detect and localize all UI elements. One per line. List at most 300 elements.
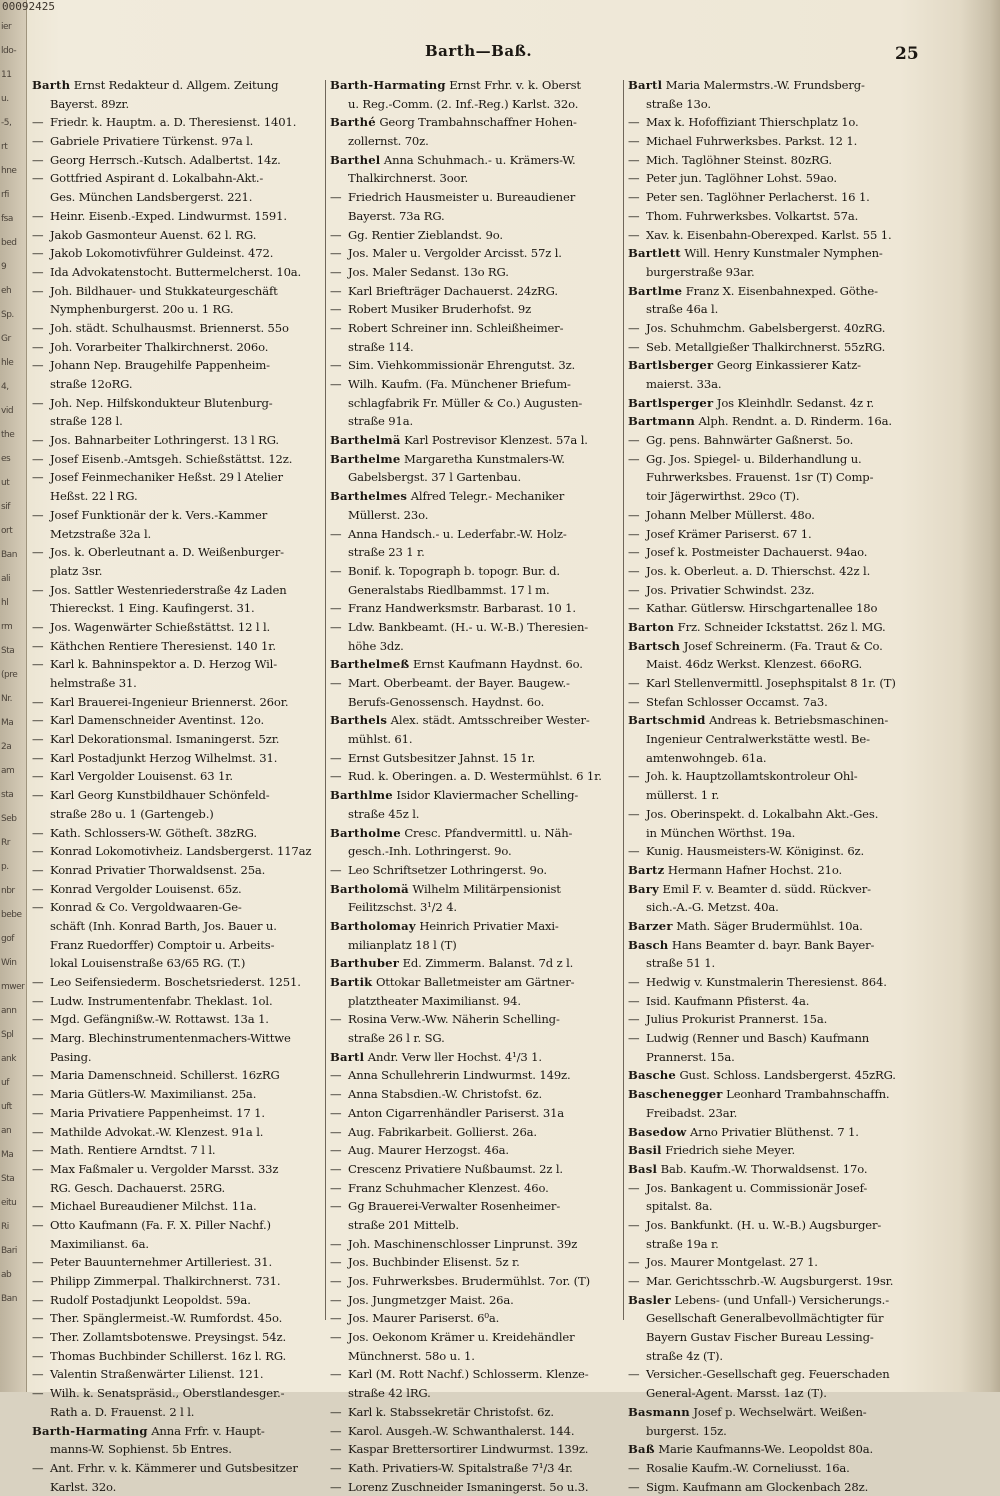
ditto-dash: — (32, 451, 44, 466)
entry-line (32, 282, 322, 301)
entry-heading (330, 113, 620, 132)
entry-line (330, 1309, 620, 1328)
entry-line (628, 207, 930, 226)
edge-fragment: sta (1, 790, 14, 800)
entry-line (330, 1010, 620, 1029)
entry-text: Gg Brauerei-Verwalter Rosenheimer- (348, 1199, 561, 1214)
entry-continuation (330, 506, 620, 525)
entry-line (628, 1365, 930, 1384)
entry-continuation (32, 1403, 322, 1422)
ditto-dash: — (628, 769, 640, 784)
entry-line (32, 394, 322, 413)
entry-line (32, 1459, 322, 1478)
entry-continuation (628, 749, 930, 768)
ditto-dash: — (32, 862, 44, 877)
entry-text: Karl Briefträger Dachauerst. 24zRG. (348, 283, 558, 298)
entry-text: Joh. Bildhauer- und Stukkateurgeschäft (50, 283, 278, 298)
ditto-dash: — (628, 1274, 640, 1288)
entry-continuation (32, 917, 322, 936)
entry-line (330, 1291, 620, 1310)
ditto-dash: — (330, 619, 342, 634)
surname: Bary (628, 881, 659, 896)
entry-text: Bonif. k. Topograph b. topogr. Bur. d. (348, 563, 560, 578)
entry-text: Josef Schreinerm. (Fa. Traut & Co. (680, 638, 883, 653)
surname: Bartlett (628, 246, 681, 261)
entry-text: Julius Prokurist Prannerst. 15a. (646, 1012, 828, 1027)
edge-fragment: ldo- (1, 46, 17, 56)
surname: Bartmann (628, 414, 696, 429)
ditto-dash: — (628, 1255, 640, 1270)
entry-text: Wilh. k. Senatspräsid., Oberstlandesger.- (50, 1386, 285, 1401)
ditto-dash: — (32, 825, 44, 840)
entry-text: Gesellschaft Generalbevollmächtigter für (646, 1311, 884, 1326)
entry-line (628, 973, 930, 992)
entry-continuation (330, 581, 620, 600)
entry-line (32, 450, 322, 469)
ditto-dash: — (330, 563, 342, 578)
ditto-dash: — (32, 1348, 44, 1363)
entry-line (330, 375, 620, 394)
ditto-dash: — (628, 1180, 640, 1195)
entry-heading (628, 917, 930, 936)
entry-text: Karl Dekorationsmal. Ismaningerst. 5zr. (50, 732, 280, 747)
edge-fragment: sif (1, 502, 10, 512)
entry-text: Ther. Zollamtsbotenswe. Preysingst. 54z. (50, 1330, 286, 1345)
entry-line (628, 132, 930, 151)
entry-heading (32, 1422, 322, 1441)
entry-text: Rosina Verw.-Ww. Näherin Schelling- (348, 1012, 560, 1027)
entry-line (32, 431, 322, 450)
ditto-dash: — (32, 320, 44, 335)
ditto-dash: — (32, 1386, 44, 1401)
entry-text: Ges. München Landsbergerst. 221. (50, 190, 253, 205)
entry-heading (628, 244, 930, 263)
entry-line (32, 244, 322, 263)
entry-text: Fuhrwerksbes. Frauenst. 1sr (T) Comp- (646, 470, 874, 485)
edge-fragment: Ri (1, 1222, 9, 1232)
entry-line (330, 1272, 620, 1291)
ditto-dash: — (628, 320, 640, 335)
entry-text: manns-W. Sophienst. 5b Entres. (50, 1442, 232, 1457)
ditto-dash: — (330, 769, 342, 784)
entry-continuation (628, 1197, 930, 1216)
edge-fragment: bebe (1, 910, 22, 920)
entry-line (32, 338, 322, 357)
entry-text: Bayerst. 73a RG. (348, 208, 445, 223)
entry-continuation (32, 1235, 322, 1254)
ditto-dash: — (330, 1143, 342, 1158)
entry-text: Müllerst. 23o. (348, 507, 429, 522)
edge-fragment: ut (1, 478, 10, 488)
entry-line (32, 730, 322, 749)
entry-line (32, 1160, 322, 1179)
entry-text: Ther. Spänglermeist.-W. Rumfordst. 45o. (50, 1311, 283, 1326)
entry-text: Friedrich siehe Meyer. (661, 1143, 795, 1158)
entry-continuation (330, 394, 620, 413)
entry-line (628, 1272, 930, 1291)
entry-text: Mgd. Gefängnißw.-W. Rottawst. 13a 1. (50, 1012, 269, 1027)
ditto-dash: — (628, 227, 640, 242)
ditto-dash: — (32, 283, 44, 298)
page-number: 25 (895, 44, 919, 64)
entry-continuation (330, 992, 620, 1011)
entry-line (628, 1253, 930, 1272)
entry-line (330, 618, 620, 637)
surname: Barthelmeß (330, 657, 410, 672)
ditto-dash: — (628, 844, 640, 859)
surname: Bartz (628, 862, 665, 877)
entry-line (32, 1347, 322, 1366)
edge-fragment: ali (1, 574, 11, 584)
edge-fragment: 11 (1, 70, 12, 80)
entry-text: Robert Musiker Bruderhofst. 9z (348, 302, 532, 317)
entry-text: straße 42 lRG. (348, 1386, 431, 1401)
entry-text: Franz X. Eisenbahnexped. Göthe- (682, 283, 878, 298)
entry-text: in München Wörthst. 19a. (646, 825, 796, 840)
entry-text: Thalkirchnerst. 3oor. (348, 171, 469, 186)
ditto-dash: — (628, 208, 640, 223)
entry-text: Bab. Kaufm.-W. Thorwaldsenst. 17o. (657, 1161, 868, 1176)
edge-fragment: ank (1, 1054, 16, 1064)
entry-text: Jos. Oberinspekt. d. Lokalbahn Akt.-Ges. (646, 806, 879, 821)
edge-fragment: ier (1, 22, 12, 32)
entry-heading (628, 1085, 930, 1104)
entry-text: straße 201 Mittelb. (348, 1217, 459, 1232)
entry-text: höhe 3dz. (348, 638, 404, 653)
ditto-dash: — (330, 1087, 342, 1102)
ditto-dash: — (628, 433, 640, 448)
entry-continuation (32, 95, 322, 114)
ditto-dash: — (32, 713, 44, 728)
entry-heading (628, 1440, 930, 1459)
entry-heading (628, 394, 930, 413)
entry-text: Ludwig (Renner und Basch) Kaufmann (646, 1031, 870, 1046)
surname: Bartschmid (628, 713, 706, 728)
ditto-dash: — (32, 732, 44, 747)
entry-continuation (628, 263, 930, 282)
edge-fragment: the (1, 430, 15, 440)
ditto-dash: — (32, 788, 44, 803)
entry-line (330, 1235, 620, 1254)
surname: Bartl (330, 1049, 365, 1064)
ditto-dash: — (32, 1031, 44, 1046)
entry-continuation (32, 599, 322, 618)
entry-line (32, 637, 322, 656)
entry-heading (330, 1048, 620, 1067)
ditto-dash: — (32, 1274, 44, 1288)
entry-text: Joh. Nep. Hilfskondukteur Blutenburg- (50, 395, 273, 410)
entry-text: Alfred Telegr.- Mechaniker (407, 489, 565, 504)
entry-text: Robert Schreiner inn. Schleißheimer- (348, 320, 564, 335)
ditto-dash: — (32, 1311, 44, 1326)
entry-text: Thiereckst. 1 Eing. Kaufingerst. 31. (50, 601, 255, 616)
ditto-dash: — (330, 1274, 342, 1288)
entry-text: Karl Vergolder Louisenst. 63 1r. (50, 769, 233, 784)
entry-text: burgerstraße 93ar. (646, 264, 755, 279)
ditto-dash: — (32, 1330, 44, 1345)
entry-continuation (330, 1347, 620, 1366)
entry-continuation (628, 954, 930, 973)
ditto-dash: — (32, 227, 44, 242)
entry-line (628, 1179, 930, 1198)
ditto-dash: — (32, 638, 44, 653)
entry-continuation (32, 1179, 322, 1198)
entry-line (32, 1272, 322, 1291)
entry-text: straße 4z (T). (646, 1348, 723, 1363)
entry-text: Isidor Klaviermacher Schelling- (392, 788, 579, 803)
entry-text: Ernst Kaufmann Haydnst. 6o. (409, 657, 583, 672)
entry-line (32, 898, 322, 917)
entry-line (32, 880, 322, 899)
entry-continuation (330, 637, 620, 656)
ditto-dash: — (628, 507, 640, 522)
entry-text: Ldw. Bankbeamt. (H.- u. W.-B.) Theresien- (348, 619, 589, 634)
entry-text: Anna Schuhmach.- u. Krämers-W. (380, 152, 576, 167)
entry-text: Jos. Bankfunkt. (H. u. W.-B.) Augsburger- (646, 1217, 882, 1232)
ditto-dash: — (32, 694, 44, 709)
ditto-dash: — (32, 152, 44, 167)
entry-text: Leo Schriftsetzer Lothringerst. 9o. (348, 862, 547, 877)
entry-line (32, 711, 322, 730)
entry-text: Marg. Blechinstrumentenmachers-Wittwe (50, 1031, 291, 1046)
entry-text: Konrad & Co. Vergoldwaaren-Ge- (50, 900, 242, 915)
entry-text: Johann Melber Müllerst. 48o. (646, 507, 815, 522)
ditto-dash: — (32, 171, 44, 186)
ditto-dash: — (628, 171, 640, 186)
entry-line (628, 319, 930, 338)
edge-fragment: hl (1, 598, 9, 608)
ditto-dash: — (32, 395, 44, 410)
entry-continuation (32, 936, 322, 955)
entry-heading (628, 711, 930, 730)
entry-text: Philipp Zimmerpal. Thalkirchnerst. 731. (50, 1274, 281, 1288)
entry-heading (330, 880, 620, 899)
entry-text: Ernst Frhr. v. k. Oberst (445, 78, 581, 92)
entry-continuation (32, 300, 322, 319)
entry-text: Maria Malermstrs.-W. Frundsberg- (662, 78, 865, 92)
entry-text: Jos. Maler u. Vergolder Arcisst. 57z l. (348, 246, 562, 261)
ditto-dash: — (32, 1068, 44, 1083)
surname: Barthelmes (330, 489, 408, 504)
ditto-dash: — (330, 1292, 342, 1307)
entry-line (32, 1291, 322, 1310)
ditto-dash: — (330, 1161, 342, 1176)
entry-text: Karl Georg Kunstbildhauer Schönfeld- (50, 788, 270, 803)
entry-text: Jos. Maurer Montgelast. 27 1. (646, 1255, 818, 1270)
entry-line (32, 973, 322, 992)
entry-line (628, 1459, 930, 1478)
entry-line (32, 1365, 322, 1384)
ditto-dash: — (32, 900, 44, 915)
entry-text: Marie Kaufmanns-We. Leopoldst 80a. (654, 1442, 874, 1457)
entry-continuation (628, 1104, 930, 1123)
ditto-dash: — (628, 339, 640, 354)
entry-line (330, 1141, 620, 1160)
ditto-dash: — (628, 1367, 640, 1382)
ditto-dash: — (628, 1460, 640, 1475)
ditto-dash: — (32, 246, 44, 261)
ditto-dash: — (330, 676, 342, 690)
entry-heading (330, 655, 620, 674)
edge-fragment: mwer (1, 982, 25, 992)
entry-text: Jos. Jungmetzger Maist. 26a. (348, 1292, 514, 1307)
entry-line (628, 581, 930, 600)
entry-text: Anton Cigarrenhändler Pariserst. 31a (348, 1105, 565, 1120)
entry-line (32, 655, 322, 674)
entry-text: Franz Handwerksmstr. Barbarast. 10 1. (348, 601, 576, 616)
entry-text: straße 23 1 r. (348, 545, 425, 560)
entry-text: Thomas Buchbinder Schillerst. 16z l. RG. (50, 1348, 287, 1363)
edge-fragment: Sta (1, 1174, 15, 1184)
entry-line (628, 1216, 930, 1235)
ditto-dash: — (628, 806, 640, 821)
entry-text: Michael Fuhrwerksbes. Parkst. 12 1. (646, 134, 858, 149)
ditto-dash: — (330, 302, 342, 317)
entry-text: amtenwohngeb. 61a. (646, 750, 767, 765)
entry-continuation (330, 898, 620, 917)
edge-fragment: Bari (1, 1246, 17, 1256)
entry-continuation (32, 674, 322, 693)
edge-fragment: Ma (1, 718, 14, 728)
entry-line (628, 169, 930, 188)
surname: Basch (628, 937, 669, 952)
ditto-dash: — (32, 115, 44, 130)
entry-line (628, 506, 930, 525)
ditto-dash: — (330, 1068, 342, 1083)
entry-text: Andreas k. Betriebsmaschinen- (705, 713, 889, 728)
edge-fragment: gof (1, 934, 14, 944)
entry-text: Gg. pens. Bahnwärter Gaßnerst. 5o. (646, 433, 854, 448)
entry-text: Mart. Oberbeamt. der Bayer. Baugew.- (348, 676, 570, 690)
entry-text: Jos. Sattler Westenriederstraße 4z Laden (50, 582, 287, 597)
entry-line (330, 1104, 620, 1123)
entry-continuation (32, 188, 322, 207)
ditto-dash: — (330, 1105, 342, 1120)
entry-line (330, 356, 620, 375)
surname: Basl (628, 1161, 658, 1176)
edge-fragment: bed (1, 238, 17, 248)
entry-text: Frz. Schneider Ickstattst. 26z l. MG. (674, 619, 886, 634)
edge-fragment: hle (1, 358, 14, 368)
entry-text: Sigm. Kaufmann am Glockenbach 28z. (646, 1479, 869, 1494)
edge-fragment: (pre (1, 670, 18, 680)
entry-text: Thom. Fuhrwerksbes. Volkartst. 57a. (646, 208, 859, 223)
ditto-dash: — (628, 545, 640, 560)
ditto-dash: — (330, 1255, 342, 1270)
entry-text: Mich. Taglöhner Steinst. 80zRG. (646, 152, 832, 167)
ditto-dash: — (32, 1161, 44, 1176)
ditto-dash: — (32, 1217, 44, 1232)
entry-heading (628, 412, 930, 431)
ditto-dash: — (32, 975, 44, 989)
entry-text: Kath. Privatiers-W. Spitalstraße 7¹/3 4r. (348, 1460, 573, 1475)
entry-line (330, 282, 620, 301)
edge-fragment: Sta (1, 646, 15, 656)
entry-continuation (628, 375, 930, 394)
entry-text: Georg Einkassierer Katz- (713, 358, 861, 373)
surname: Bartlsperger (628, 395, 714, 410)
entry-continuation (628, 1384, 930, 1403)
entry-text: Hedwig v. Kunstmalerin Theresienst. 864. (646, 975, 887, 989)
entry-line (628, 674, 930, 693)
entry-line (330, 1253, 620, 1272)
entry-text: u. Reg.-Comm. (2. Inf.-Reg.) Karlst. 32o. (348, 96, 579, 111)
entry-text: Ant. Frhr. v. k. Kämmerer und Gutsbesitzer (50, 1460, 298, 1475)
surname: Barth (32, 78, 71, 92)
edge-fragment: es (1, 454, 11, 464)
ditto-dash: — (330, 1479, 342, 1494)
entry-text: Heinrich Privatier Maxi- (415, 918, 559, 933)
entry-line (32, 151, 322, 170)
entry-text: Lorenz Zuschneider Ismaningerst. 5o u.3. (348, 1479, 589, 1494)
entry-continuation (628, 786, 930, 805)
entry-text: Maria Gütlers-W. Maximilianst. 25a. (50, 1087, 257, 1102)
ditto-dash: — (330, 190, 342, 205)
entry-line (628, 767, 930, 786)
entry-text: Jos. Fuhrwerksbes. Brudermühlst. 7or. (T) (348, 1274, 590, 1288)
entry-continuation (330, 95, 620, 114)
ditto-dash: — (330, 862, 342, 877)
entry-line (628, 151, 930, 170)
entry-heading (628, 1403, 930, 1422)
ditto-dash: — (628, 1031, 640, 1046)
entry-text: straße 46a l. (646, 302, 719, 317)
ditto-dash: — (32, 769, 44, 784)
entry-heading (628, 861, 930, 880)
entry-heading (330, 917, 620, 936)
edge-fragment: Seb (1, 814, 17, 824)
entry-text: Mar. Gerichtsschrb.-W. Augsburgerst. 19sr. (646, 1274, 894, 1288)
entry-text: Will. Henry Kunstmaler Nymphen- (680, 246, 883, 261)
entry-text: Anna Stabsdien.-W. Christofst. 6z. (348, 1087, 542, 1102)
ditto-dash: — (32, 881, 44, 896)
entry-line (628, 992, 930, 1011)
entry-heading (628, 618, 930, 637)
surname: Baß (628, 1442, 655, 1457)
surname: Barthel (330, 152, 381, 167)
entry-text: Käthchen Rentiere Theresienst. 140 1r. (50, 638, 276, 653)
entry-text: Rath a. D. Frauenst. 2 l l. (50, 1404, 195, 1419)
entry-text: spitalst. 8a. (646, 1199, 713, 1214)
edge-fragment: -5, (1, 118, 12, 128)
entry-text: Friedr. k. Hauptm. a. D. Theresienst. 1401. (50, 115, 297, 130)
entry-text: Ida Advokatenstocht. Buttermelcherst. 10a. (50, 264, 302, 279)
entry-continuation (330, 842, 620, 861)
entry-text: Kaspar Brettersortirer Lindwurmst. 139z. (348, 1442, 589, 1457)
entry-line (32, 581, 322, 600)
entry-text: Wilhelm Militärpensionist (408, 881, 561, 896)
entry-line (32, 1309, 322, 1328)
entry-text: Konrad Vergolder Louisenst. 65z. (50, 881, 242, 896)
ditto-dash: — (32, 1087, 44, 1102)
entry-line (628, 431, 930, 450)
edge-fragment: vid (1, 406, 14, 416)
entry-text: Gg. Rentier Zieblandst. 9o. (348, 227, 503, 242)
entry-text: Ottokar Balletmeister am Gärtner- (372, 975, 575, 989)
surname: Basler (628, 1292, 671, 1307)
directory-column-3 (628, 76, 930, 1494)
ditto-dash: — (628, 601, 640, 616)
ditto-dash: — (628, 134, 640, 149)
entry-text: Bayerst. 89zr. (50, 96, 130, 111)
ditto-dash: — (628, 1012, 640, 1027)
entry-continuation (330, 543, 620, 562)
entry-line (628, 599, 930, 618)
entry-text: Max k. Hofoffiziant Thierschplatz 1o. (646, 115, 859, 130)
entry-line (628, 1478, 930, 1496)
entry-line (32, 356, 322, 375)
entry-text: Karl Damenschneider Aventinst. 12o. (50, 713, 265, 728)
